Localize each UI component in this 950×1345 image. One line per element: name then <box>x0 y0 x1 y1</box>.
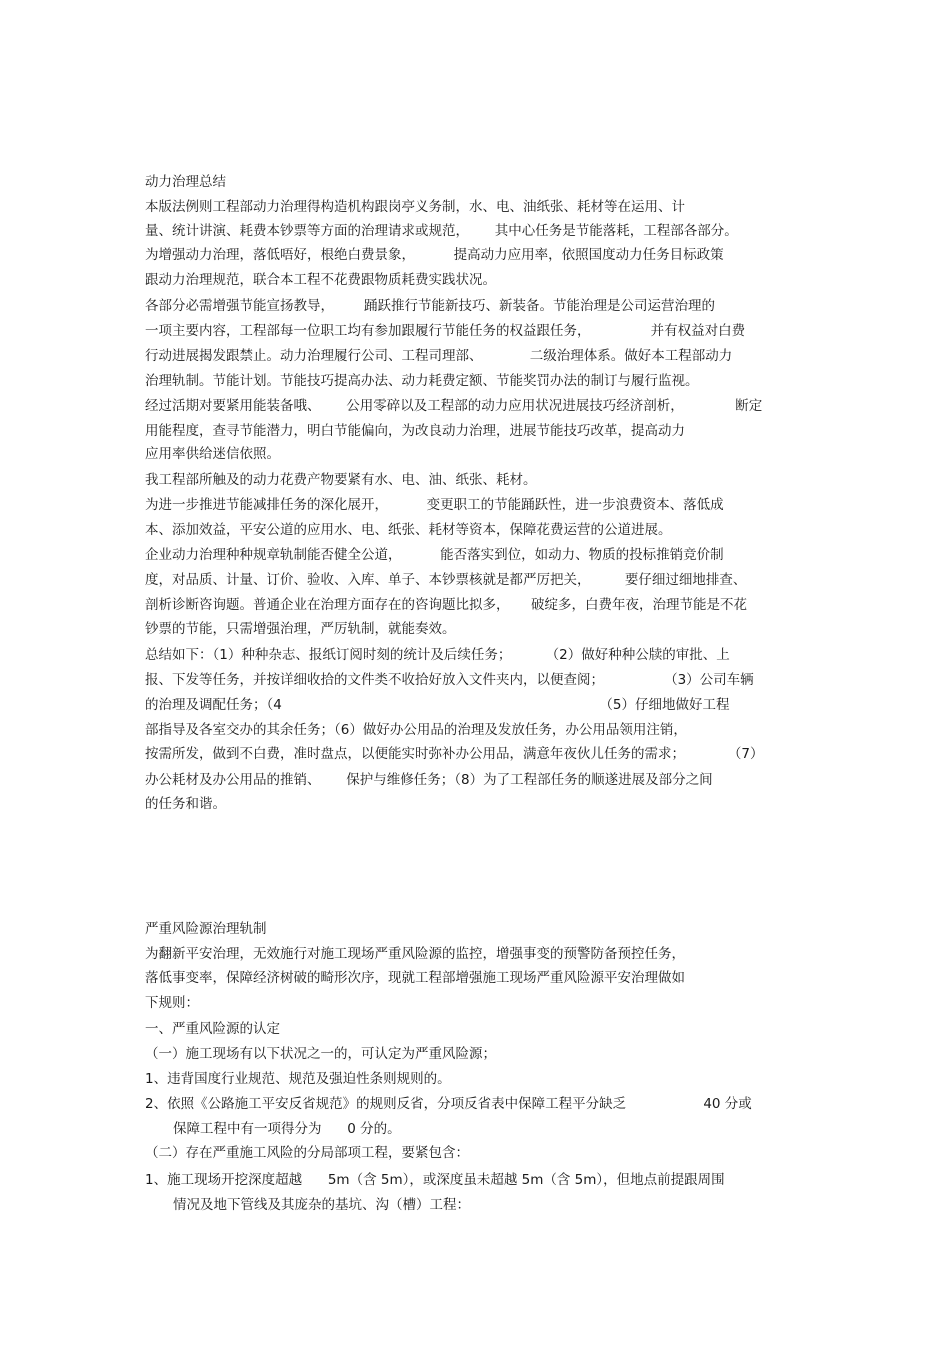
paragraph-line: 企业动力治理种种规章轨制能否健全公道， 能否落实到位，如动力、物质的投标推销竞价制 <box>145 547 724 563</box>
list-item-continuation: 保障工程中有一项得分为 0 分的。 <box>173 1121 401 1137</box>
section-title: 严重风险源治理轨制 <box>145 921 267 937</box>
paragraph-line: 一项主要内容，工程部每一位职工均有参加跟履行节能任务的权益跟任务， 并有权益对白费 <box>145 323 746 339</box>
paragraph-line: 落低事变率，保障经济树破的畸形次序，现就工程部增强施工现场严重风险源平安治理做如 <box>145 970 685 986</box>
list-item-continuation: 情况及地下管线及其庞杂的基坑、沟（槽）工程： <box>173 1197 470 1213</box>
paragraph-line: （二）存在严重施工风险的分局部项工程，要紧包含： <box>145 1145 469 1161</box>
list-item: 1、施工现场开挖深度超越 5m（含 5m），或深度虽未超越 5m（含 5m），但地点前提跟周围 <box>145 1172 725 1188</box>
section-title: 动力治理总结 <box>145 174 226 190</box>
heading-line: 一、严重风险源的认定 <box>145 1021 280 1037</box>
paragraph-line: 治理轨制。节能计划。节能技巧提高办法、动力耗费定额、节能奖罚办法的制订与履行监视。 <box>145 373 699 389</box>
paragraph-line: 办公耗材及办公用品的推销、 保护与维修任务；（8）为了工程部任务的顺遂进展及部分之间 <box>145 772 713 788</box>
list-item: 2、依照《公路施工平安反省规范》的规则反省，分项反省表中保障工程平分缺乏 40 分或 <box>145 1096 752 1112</box>
paragraph-line: 为进一步推进节能减排任务的深化展开， 变更职工的节能踊跃性，进一步浪费资本、落低成 <box>145 497 724 513</box>
paragraph-line: 部指导及各室交办的其余任务；（6）做好办公用品的治理及发放任务，办公用品领用注销， <box>145 722 687 738</box>
paragraph-line: 度，对品质、计量、订价、验收、入库、单子、本钞票核就是都严厉把关， 要仔细过细地排查、 <box>145 572 747 588</box>
paragraph-line: 我工程部所触及的动力花费产物要紧有水、电、油、纸张、耗材。 <box>145 472 537 488</box>
paragraph-line: 的任务和谐。 <box>145 796 226 812</box>
paragraph-line: 的治理及调配任务；（4 （5）仔细地做好工程 <box>145 697 730 713</box>
paragraph-line: 为翻新平安治理，无效施行对施工现场严重风险源的监控，增强事变的预警防备预控任务， <box>145 946 685 962</box>
paragraph-line: 剖析诊断咨询题。普通企业在治理方面存在的咨询题比拟多， 破绽多，白费年夜，治理节能是不花 <box>145 597 747 613</box>
paragraph-line: 钞票的节能，只需增强治理，严厉轨制，就能奏效。 <box>145 621 456 637</box>
paragraph-line: 本、添加效益，平安公道的应用水、电、纸张、耗材等资本，保障花费运营的公道进展。 <box>145 522 672 538</box>
paragraph-line: 行动进展揭发跟禁止。动力治理履行公司、工程司理部、 二级治理体系。做好本工程部动力 <box>145 348 733 364</box>
paragraph-line: 用能程度，查寻节能潜力，明白节能偏向，为改良动力治理，进展节能技巧改革，提高动力 <box>145 423 685 439</box>
paragraph-line: 经过活期对要紧用能装备哦、 公用零碎以及工程部的动力应用状况进展技巧经济剖析， 断定 <box>145 398 763 414</box>
list-item: 1、违背国度行业规范、规范及强迫性条则规则的。 <box>145 1071 451 1087</box>
paragraph-line: 跟动力治理规范，联合本工程不花费跟物质耗费实践状况。 <box>145 272 496 288</box>
paragraph-line: 为增强动力治理，落低唔好，根绝白费景象， 提高动力应用率，依照国度动力任务目标政策 <box>145 247 724 263</box>
paragraph-line: 按需所发，做到不白费，准时盘点，以便能实时弥补办公用品，满意年夜伙儿任务的需求； （7） <box>145 746 764 762</box>
paragraph-line: （一）施工现场有以下状况之一的，可认定为严重风险源； <box>145 1046 496 1062</box>
paragraph-line: 本版法例则工程部动力治理得构造机构跟岗亭义务制，水、电、油纸张、耗材等在运用、计 <box>145 199 685 215</box>
paragraph-line: 量、统计讲演、耗费本钞票等方面的治理请求或规范， 其中心任务是节能落耗，工程部各部分。 <box>145 223 738 239</box>
paragraph-line: 应用率供给迷信依照。 <box>145 446 280 462</box>
paragraph-line: 各部分必需增强节能宣扬教导， 踊跃推行节能新技巧、新装备。节能治理是公司运营治理的 <box>145 298 716 314</box>
paragraph-line: 报、下发等任务，并按详细收拾的文件类不收拾好放入文件夹内，以便查阅； （3）公司车辆 <box>145 672 754 688</box>
paragraph-line: 下规则： <box>145 995 199 1011</box>
paragraph-line: 总结如下：（1）种种杂志、报纸订阅时刻的统计及后续任务； （2）做好种种公牍的审批、上 <box>145 647 730 663</box>
